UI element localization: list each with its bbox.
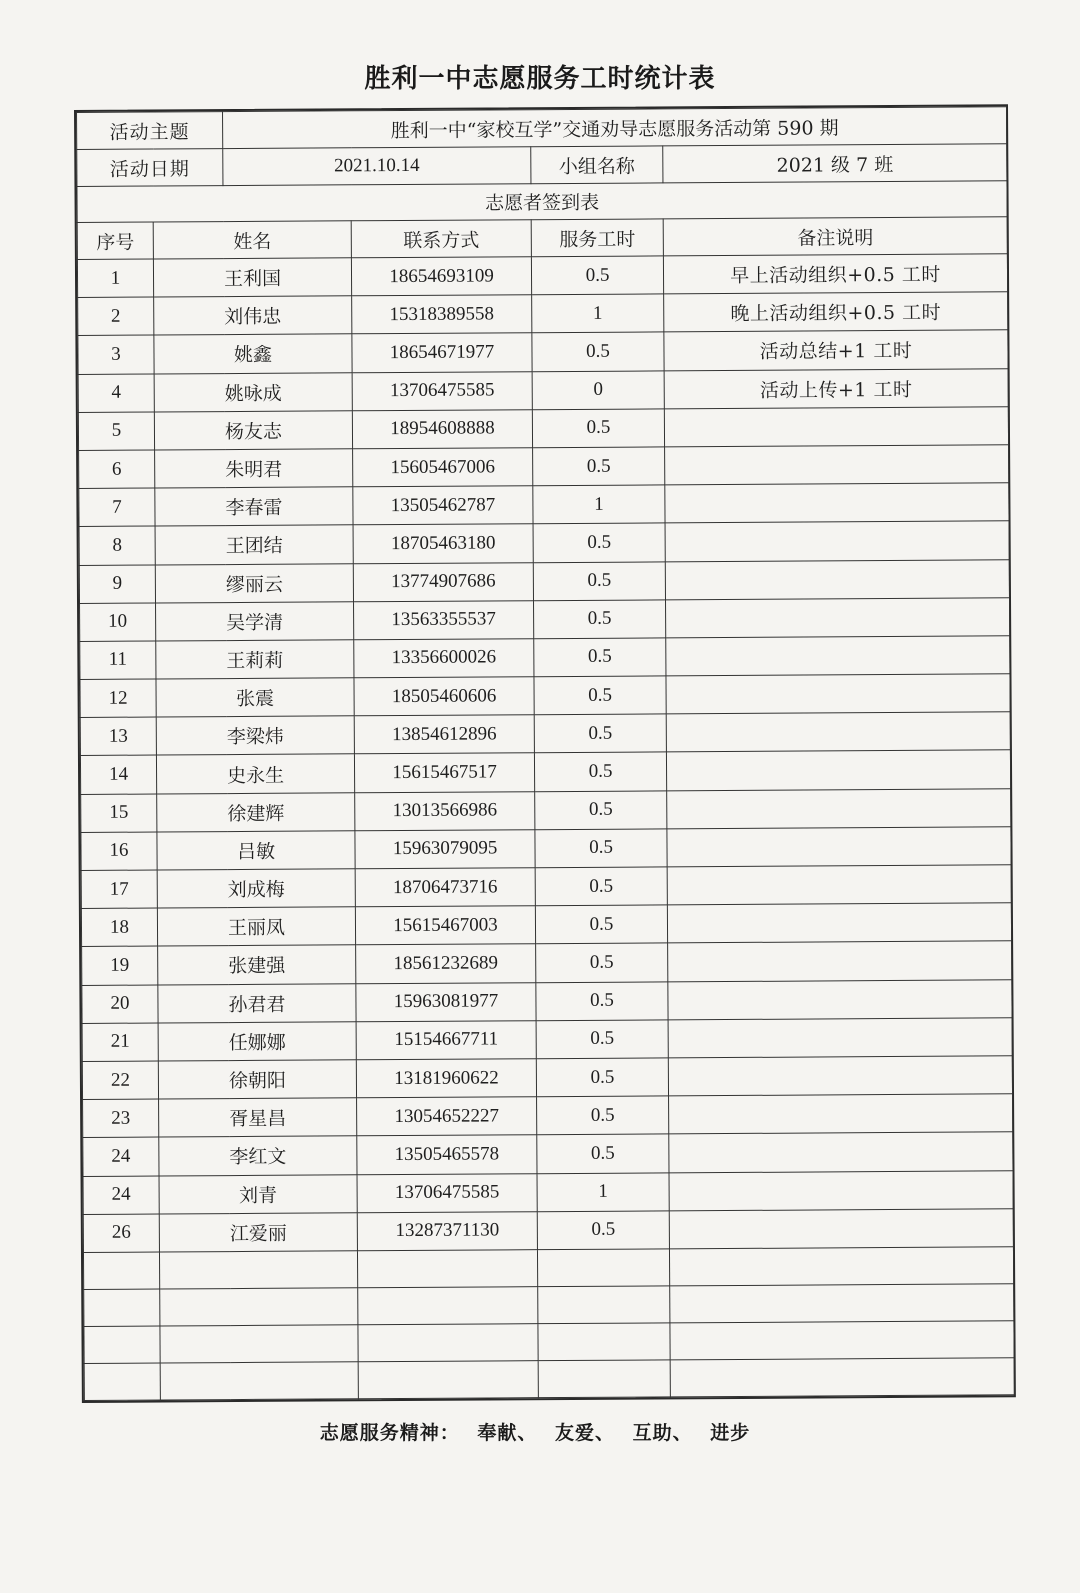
- table-row: [82, 979, 1012, 1023]
- table-row: [80, 750, 1010, 794]
- page-title: 胜利一中志愿服务工时统计表: [364, 64, 716, 94]
- blank-row: [83, 1247, 1013, 1290]
- blank-cell: [358, 1361, 538, 1399]
- blank-cell: [358, 1287, 538, 1325]
- table-row: [81, 903, 1011, 947]
- service-hours: 0.5: [533, 447, 665, 486]
- blank-cell: [84, 1363, 160, 1400]
- blank-cell: [357, 1250, 537, 1288]
- blank-cell: [537, 1249, 669, 1287]
- volunteer-name: 吴学清: [156, 601, 354, 640]
- phone-number: 13181960622: [356, 1059, 536, 1098]
- hours-table: [76, 106, 1015, 1401]
- remark: [668, 1056, 1012, 1096]
- phone-number: 13287371130: [357, 1211, 537, 1250]
- phone-number: 18561232689: [356, 944, 536, 983]
- remark: [668, 941, 1012, 981]
- phone-number: 13854612896: [354, 715, 534, 754]
- spirit-value: 友爱、: [554, 1422, 615, 1444]
- remark: [666, 597, 1010, 637]
- phone-number: 13013566986: [355, 791, 535, 830]
- row-number: 5: [78, 412, 154, 451]
- phone-number: 18705463180: [353, 524, 533, 563]
- service-hours: 0.5: [531, 256, 663, 295]
- service-hours: 0.5: [533, 523, 665, 562]
- volunteer-name: 吕敏: [157, 831, 355, 870]
- row-number: 22: [82, 1061, 158, 1100]
- table-row: [81, 865, 1011, 909]
- table-row: [83, 1094, 1013, 1138]
- blank-cell: [83, 1252, 159, 1289]
- blank-cell: [538, 1286, 670, 1324]
- volunteer-name: 孙君君: [158, 983, 356, 1022]
- table-row: [81, 827, 1011, 871]
- service-hours: 0.5: [537, 1134, 669, 1173]
- table-row: [82, 1056, 1012, 1100]
- table-row: [82, 1018, 1012, 1062]
- topic-label: 活动主题: [77, 112, 223, 150]
- volunteer-name: 张建强: [158, 945, 356, 984]
- row-number: 2: [78, 297, 154, 336]
- service-hours: 0.5: [534, 676, 666, 715]
- volunteer-name: 胥星昌: [159, 1098, 357, 1137]
- row-number: 19: [82, 946, 158, 985]
- remark: [668, 1018, 1012, 1058]
- phone-number: 13505465578: [357, 1135, 537, 1174]
- volunteer-name: 徐建辉: [157, 792, 355, 831]
- table-row: [80, 636, 1010, 680]
- spirit-value: 互助、: [632, 1422, 693, 1444]
- row-number: 11: [80, 641, 156, 680]
- blank-row: [84, 1284, 1014, 1327]
- remark: [667, 788, 1011, 828]
- phone-number: 13706475585: [352, 371, 532, 410]
- row-number: 15: [81, 794, 157, 833]
- topic-row: [77, 107, 1007, 150]
- row-number: 14: [80, 755, 156, 794]
- volunteer-name: 张震: [156, 678, 354, 717]
- remark: [669, 1170, 1013, 1210]
- volunteer-name: 王团结: [155, 525, 353, 564]
- remark: [665, 521, 1009, 561]
- service-hours: 0.5: [535, 791, 667, 830]
- row-number: 13: [80, 717, 156, 756]
- section-row: [77, 181, 1007, 223]
- phone-number: 15318389558: [352, 295, 532, 334]
- table-row: [80, 712, 1010, 756]
- service-hours: 0.5: [532, 409, 664, 448]
- volunteer-name: 任娜娜: [158, 1022, 356, 1061]
- service-hours: 0.5: [535, 829, 667, 868]
- volunteer-name: 徐朝阳: [158, 1060, 356, 1099]
- row-number: 6: [79, 450, 155, 489]
- date-label: 活动日期: [77, 149, 223, 187]
- phone-number: 15154667711: [356, 1020, 536, 1059]
- phone-number: 18505460606: [354, 677, 534, 716]
- table-row: [83, 1132, 1013, 1176]
- remark: [667, 827, 1011, 867]
- table-row: [83, 1208, 1013, 1252]
- row-number: 21: [82, 1023, 158, 1062]
- phone-number: 13563355537: [354, 600, 534, 639]
- spirit-value: 奉献、: [477, 1422, 538, 1444]
- volunteer-name: 刘伟忠: [154, 296, 352, 335]
- service-hours: 0.5: [536, 943, 668, 982]
- phone-number: 15963079095: [355, 830, 535, 869]
- blank-cell: [159, 1251, 357, 1289]
- column-header-name: 姓名: [153, 221, 351, 259]
- blank-cell: [538, 1360, 670, 1398]
- remark: [665, 483, 1009, 523]
- row-number: 10: [80, 603, 156, 642]
- service-hours: 0.5: [532, 332, 664, 371]
- table-row: [80, 674, 1010, 718]
- volunteer-spirit: [0, 1418, 1080, 1445]
- phone-number: 13774907686: [353, 562, 533, 601]
- blank-cell: [160, 1288, 358, 1326]
- volunteer-name: 李春雷: [155, 487, 353, 526]
- volunteer-name: 姚鑫: [154, 334, 352, 373]
- row-number: 4: [78, 374, 154, 413]
- remark: [666, 750, 1010, 790]
- date-row: [77, 144, 1007, 187]
- row-number: 24: [83, 1137, 159, 1176]
- row-number: 23: [83, 1099, 159, 1138]
- column-header-row: [77, 217, 1007, 260]
- volunteer-name: 李红文: [159, 1136, 357, 1175]
- row-number: 3: [78, 335, 154, 374]
- row-number: 20: [82, 985, 158, 1024]
- remark: [664, 407, 1008, 447]
- spirit-value: 进步: [710, 1422, 751, 1444]
- column-header-no: 序号: [77, 222, 153, 259]
- phone-number: 18654671977: [352, 333, 532, 372]
- volunteer-name: 杨友志: [154, 411, 352, 450]
- service-hours: 0.5: [535, 867, 667, 906]
- column-header-note: 备注说明: [663, 217, 1007, 256]
- column-header-hours: 服务工时: [531, 219, 663, 257]
- group-value: 2021 级 7 班: [663, 144, 1007, 183]
- service-hours: 0.5: [535, 905, 667, 944]
- remark: [666, 674, 1010, 714]
- volunteer-name: 朱明君: [155, 449, 353, 488]
- phone-number: 15615467003: [355, 906, 535, 945]
- service-hours: 1: [532, 294, 664, 333]
- service-hours: 0.5: [536, 1020, 668, 1059]
- blank-cell: [160, 1325, 358, 1363]
- spirit-label: 志愿服务精神：: [319, 1422, 460, 1444]
- column-header-phone: 联系方式: [351, 220, 531, 258]
- remark: [666, 712, 1010, 752]
- remark: [669, 1094, 1013, 1134]
- table-row: [78, 407, 1008, 451]
- blank-cell: [670, 1284, 1014, 1323]
- remark: 晚上活动组织+0.5 工时: [664, 292, 1008, 332]
- volunteer-name: 史永生: [156, 754, 354, 793]
- remark: [665, 559, 1009, 599]
- phone-number: 15963081977: [356, 982, 536, 1021]
- service-hours: 0.5: [533, 561, 665, 600]
- phone-number: 13054652227: [357, 1097, 537, 1136]
- blank-row: [84, 1358, 1014, 1401]
- service-hours: 1: [537, 1172, 669, 1211]
- phone-number: 13505462787: [353, 486, 533, 525]
- table-row: [78, 330, 1008, 374]
- service-hours: 0.5: [534, 638, 666, 677]
- remark: 早上活动组织+0.5 工时: [663, 254, 1007, 294]
- phone-number: 15615467517: [354, 753, 534, 792]
- blank-row: [84, 1321, 1014, 1364]
- blank-cell: [669, 1247, 1013, 1286]
- service-hours: 0.5: [534, 752, 666, 791]
- service-hours: 0.5: [537, 1211, 669, 1250]
- service-hours: 0.5: [534, 600, 666, 639]
- blank-cell: [670, 1358, 1014, 1397]
- remark: [669, 1208, 1013, 1248]
- blank-cell: [358, 1324, 538, 1362]
- table-row: [80, 597, 1010, 641]
- remark: [667, 865, 1011, 905]
- volunteer-name: 李梁炜: [156, 716, 354, 755]
- remark: [669, 1132, 1013, 1172]
- topic-value: 胜利一中“家校互学”交通劝导志愿服务活动第 590 期: [223, 107, 1007, 149]
- volunteer-name: 姚咏成: [154, 372, 352, 411]
- row-number: 9: [79, 565, 155, 604]
- table-row: [79, 445, 1009, 489]
- table-row: [79, 559, 1009, 603]
- volunteer-name: 王利国: [153, 258, 351, 297]
- row-number: 16: [81, 832, 157, 871]
- volunteer-name: 缪丽云: [155, 563, 353, 602]
- remark: 活动总结+1 工时: [664, 330, 1008, 370]
- table-row: [79, 483, 1009, 527]
- blank-cell: [84, 1289, 160, 1326]
- group-label: 小组名称: [531, 146, 663, 184]
- table-row: [77, 254, 1007, 298]
- row-number: 12: [80, 679, 156, 718]
- date-value: 2021.10.14: [223, 147, 531, 186]
- blank-cell: [538, 1323, 670, 1361]
- service-hours: 0.5: [536, 1058, 668, 1097]
- volunteer-name: 王丽凤: [157, 907, 355, 946]
- row-number: 26: [83, 1214, 159, 1253]
- service-hours: 0.5: [534, 714, 666, 753]
- phone-number: 13356600026: [354, 639, 534, 678]
- table-row: [78, 292, 1008, 336]
- table-row: [78, 368, 1008, 412]
- remark: [667, 903, 1011, 943]
- phone-number: 18654693109: [351, 257, 531, 296]
- row-number: 8: [79, 526, 155, 565]
- section-title: 志愿者签到表: [77, 181, 1007, 223]
- row-number: 17: [81, 870, 157, 909]
- service-hours: 0.5: [536, 981, 668, 1020]
- table-row: [79, 521, 1009, 565]
- volunteer-name: 刘青: [159, 1174, 357, 1213]
- blank-cell: [84, 1326, 160, 1363]
- hours-form: [74, 104, 1016, 1403]
- row-number: 7: [79, 488, 155, 527]
- row-number: 24: [83, 1176, 159, 1215]
- service-hours: 0.5: [537, 1096, 669, 1135]
- phone-number: 15605467006: [353, 448, 533, 487]
- volunteer-name: 刘成梅: [157, 869, 355, 908]
- remark: 活动上传+1 工时: [664, 368, 1008, 408]
- volunteer-name: 王莉莉: [156, 640, 354, 679]
- remark: [666, 636, 1010, 676]
- row-number: 18: [81, 908, 157, 947]
- blank-cell: [160, 1362, 358, 1400]
- service-hours: 1: [533, 485, 665, 524]
- phone-number: 18954608888: [352, 409, 532, 448]
- phone-number: 13706475585: [357, 1173, 537, 1212]
- remark: [668, 979, 1012, 1019]
- volunteer-name: 江爱丽: [159, 1212, 357, 1251]
- phone-number: 18706473716: [355, 868, 535, 907]
- remark: [665, 445, 1009, 485]
- table-row: [82, 941, 1012, 985]
- table-row: [83, 1170, 1013, 1214]
- row-number: 1: [77, 259, 153, 298]
- table-row: [81, 788, 1011, 832]
- service-hours: 0: [532, 370, 664, 409]
- blank-cell: [670, 1321, 1014, 1360]
